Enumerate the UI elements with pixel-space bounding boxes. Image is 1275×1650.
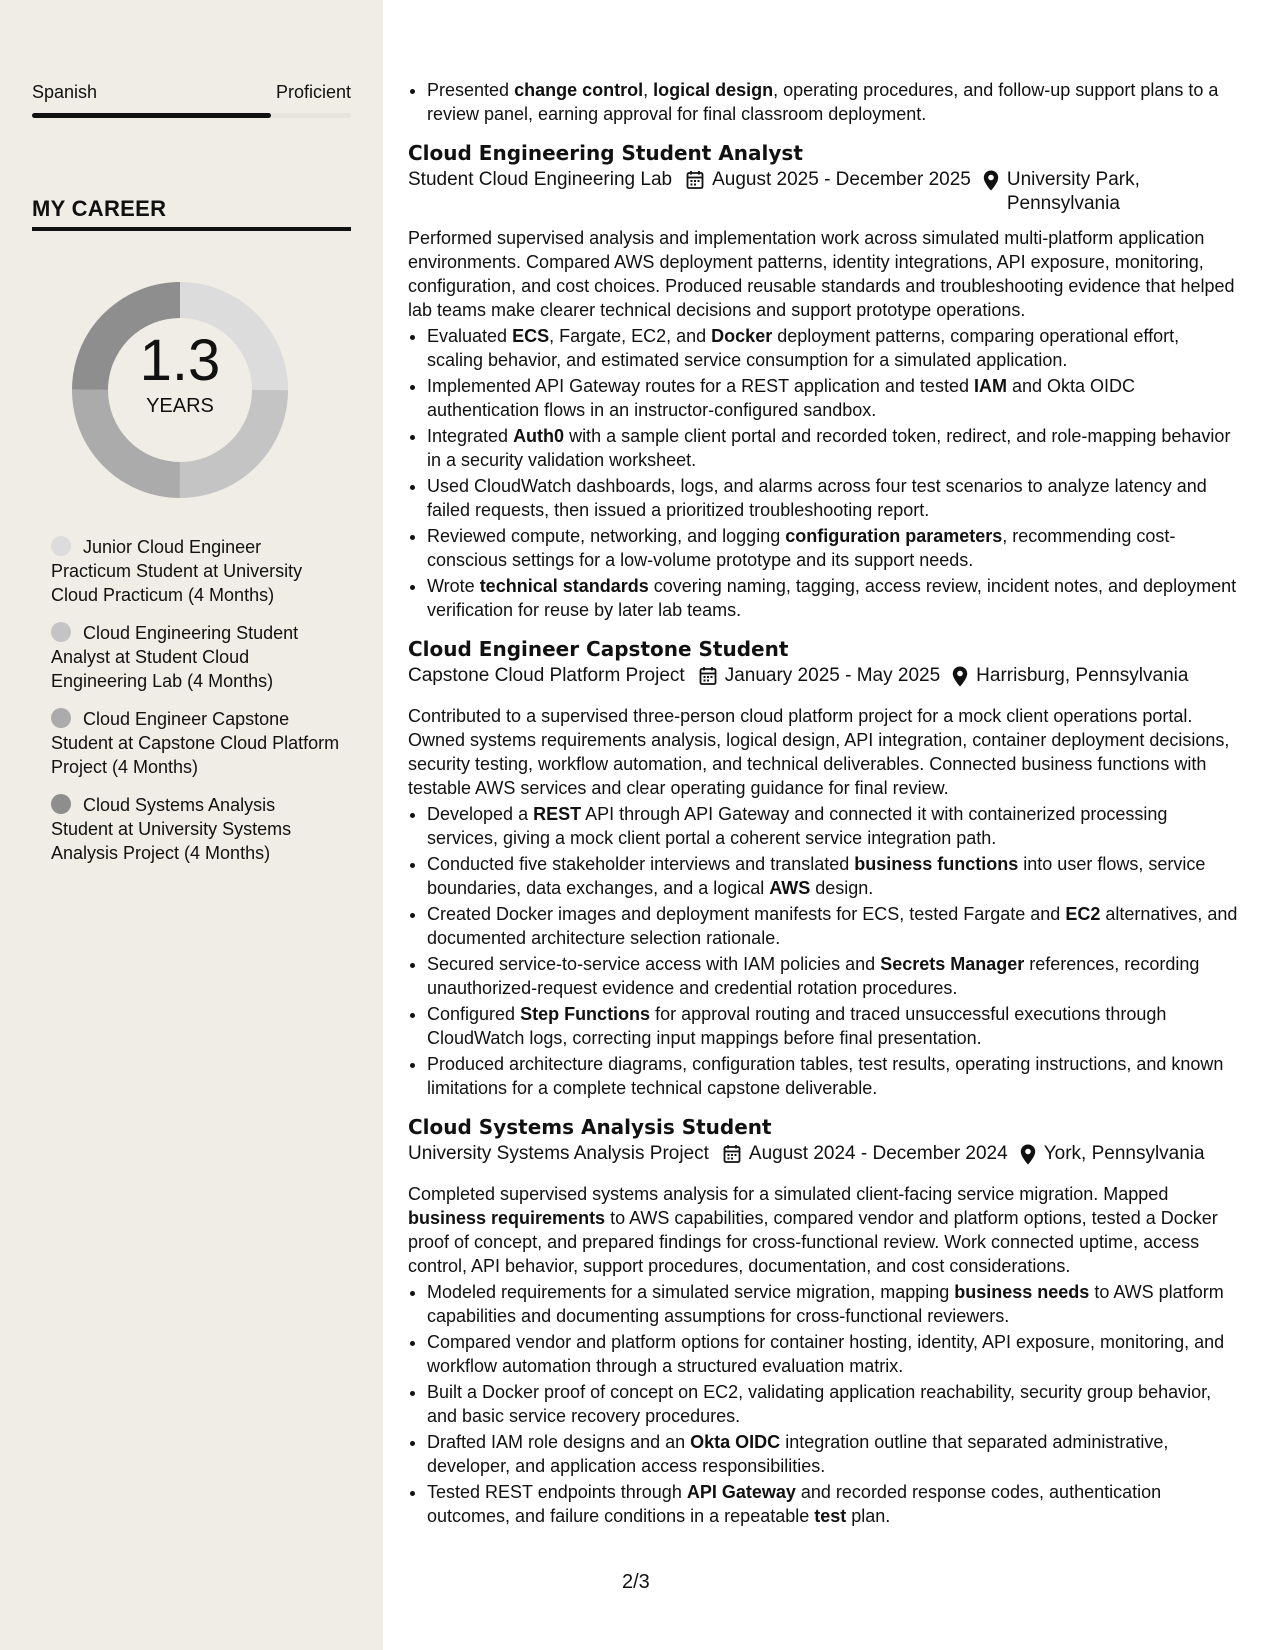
language-name: Spanish (32, 82, 98, 102)
legend-label: Cloud Engineer Capstone Student at Capstone Cloud Platform Project (4 Months) (51, 709, 340, 777)
bullet-item: • Evaluated ECS, Fargate, EC2, and Docker deployment patterns, comparing operational effort, scaling behavior, and estimated service consumption for a simulated application. (427, 324, 1240, 372)
career-divider (32, 227, 351, 231)
language-proficiency-fill (32, 113, 271, 118)
legend-item (51, 793, 341, 865)
job-meta (408, 664, 1240, 694)
job-bullets (408, 802, 1240, 1100)
career-total-years: 1.3 (139, 328, 221, 393)
job-bullets (408, 1280, 1240, 1528)
bullet-item: • Reviewed compute, networking, and logging configuration parameters, recommending cost-conscious settings for a low-volume prototype and its support needs. (427, 524, 1240, 572)
legend-dot (51, 536, 71, 556)
map-pin-icon (952, 666, 968, 694)
bullet-item: • Developed a REST API through API Gateway and connected it with containerized processing services, giving a mock client portal a coherent service integration path. (427, 802, 1240, 850)
language-level: Proficient (275, 82, 351, 102)
bullet-item: • Compared vendor and platform options for container hosting, identity, API exposure, monitoring, and workflow automation through a structured evaluation matrix. (427, 1330, 1240, 1378)
legend-item (51, 707, 341, 779)
legend-item (51, 535, 341, 607)
bullet-item: • Secured service-to-service access with IAM policies and Secrets Manager references, recording unauthorized-request evidence and credential rotation procedures. (427, 952, 1240, 1000)
legend-dot (51, 708, 71, 728)
job-entry (408, 138, 1240, 622)
job-dates: January 2025 - May 2025 (724, 665, 941, 686)
bullet-item: • Modeled requirements for a simulated service migration, mapping business needs to AWS platform capabilities and documenting assumptions for cross-functional reviewers. (427, 1280, 1240, 1328)
bullet-item: • Created Docker images and deployment manifests for ECS, tested Fargate and EC2 alternatives, and documented architecture selection rationale. (427, 902, 1240, 950)
main-content (408, 78, 1240, 1530)
job-title: Cloud Engineer Capstone Student (408, 637, 789, 661)
career-donut-chart (60, 270, 300, 510)
calendar-icon (686, 170, 704, 197)
job-dates: August 2025 - December 2025 (712, 169, 971, 190)
legend-dot (51, 622, 71, 642)
legend-label: Cloud Systems Analysis Student at University Systems Analysis Project (4 Months) (51, 795, 292, 863)
job-summary: Contributed to a supervised three-person cloud platform project for a mock client operations portal. Owned systems requirements analysis, logical design, API integration, container deployment decisions, security testing, workflow automation, and technical deliverables. Connected business functions with testable AWS services and clear operating guidance for final review. (408, 706, 1230, 798)
career-heading: MY CAREER (32, 196, 167, 221)
language-proficiency-bar (32, 113, 351, 118)
career-years-label: YEARS (146, 395, 214, 417)
job-meta (408, 1142, 1240, 1172)
bullet-item: • Produced architecture diagrams, configuration tables, test results, operating instructions, and known limitations for a complete technical capstone deliverable. (427, 1052, 1240, 1100)
map-pin-icon (1020, 1144, 1036, 1172)
experience-list (408, 138, 1240, 1528)
bullet-item: • Configured Step Functions for approval routing and traced unsuccessful executions through CloudWatch logs, correcting input mappings before final presentation. (427, 1002, 1240, 1050)
job-bullets (408, 324, 1240, 622)
legend-label: Junior Cloud Engineer Practicum Student at University Cloud Practicum (4 Months) (51, 537, 303, 605)
job-organization: University Systems Analysis Project (408, 1143, 709, 1164)
calendar-icon (723, 1144, 741, 1171)
bullet-item: • Wrote technical standards covering naming, tagging, access review, incident notes, and deployment verification for reuse by later lab teams. (427, 574, 1240, 622)
job-organization: Student Cloud Engineering Lab (408, 169, 673, 190)
job-organization: Capstone Cloud Platform Project (408, 665, 685, 686)
job-location: York, Pennsylvania (1043, 1143, 1205, 1164)
job-location: University Park, Pennsylvania (1006, 169, 1140, 214)
bullet-item: • Tested REST endpoints through API Gateway and recorded response codes, authentication outcomes, and failure conditions in a repeatable test plan. (427, 1480, 1240, 1528)
language-row (32, 82, 351, 103)
job-meta (408, 168, 1240, 216)
career-legend (51, 535, 341, 879)
bullet-item: • Conducted five stakeholder interviews and translated business functions into user flows, service boundaries, data exchanges, and a logical AWS design. (427, 852, 1240, 900)
bullet-item: • Presented change control, logical design, operating procedures, and follow-up support plans to a review panel, earning approval for final classroom deployment. (427, 78, 1240, 126)
job-location: Harrisburg, Pennsylvania (976, 665, 1189, 686)
calendar-icon (699, 666, 717, 693)
job-summary: Performed supervised analysis and implementation work across simulated multi-platform application environments. Compared AWS deployment patterns, identity integrations, API exposure, monitoring, configuration, and cost choices. Produced reusable standards and troubleshooting evidence that helped lab teams make clearer technical decisions and support prototype operations. (408, 228, 1235, 320)
legend-label: Cloud Engineering Student Analyst at Student Cloud Engineering Lab (4 Months) (51, 623, 299, 691)
legend-item (51, 621, 341, 693)
page-number: 2/3 (622, 1571, 650, 1593)
job-title: Cloud Systems Analysis Student (408, 1115, 772, 1139)
bullet-item: • Drafted IAM role designs and an Okta OIDC integration outline that separated administrative, developer, and application access responsibilities. (427, 1430, 1240, 1478)
job-entry (408, 634, 1240, 1100)
sidebar (0, 0, 383, 1650)
bullet-item: • Used CloudWatch dashboards, logs, and alarms across four test scenarios to analyze latency and failed requests, then issued a prioritized troubleshooting report. (427, 474, 1240, 522)
bullet-item: • Integrated Auth0 with a sample client portal and recorded token, redirect, and role-mapping behavior in a security validation worksheet. (427, 424, 1240, 472)
job-entry (408, 1112, 1240, 1528)
job-title: Cloud Engineering Student Analyst (408, 141, 803, 165)
map-pin-icon (983, 170, 999, 198)
job-dates: August 2024 - December 2024 (748, 1143, 1008, 1164)
intro-bullets (408, 78, 1240, 126)
job-summary: Completed supervised systems analysis for a simulated client-facing service migration. Mapped business requirements to AWS capabilities, compared vendor and platform options, tested a Docker proof of concept, and prepared findings for cross-functional review. Work connected uptime, access control, API behavior, support procedures, documentation, and cost considerations. (408, 1184, 1218, 1276)
bullet-item: • Implemented API Gateway routes for a REST application and tested IAM and Okta OIDC authentication flows in an instructor-configured sandbox. (427, 374, 1240, 422)
legend-dot (51, 794, 71, 814)
bullet-item: • Built a Docker proof of concept on EC2, validating application reachability, security group behavior, and basic service recovery procedures. (427, 1380, 1240, 1428)
